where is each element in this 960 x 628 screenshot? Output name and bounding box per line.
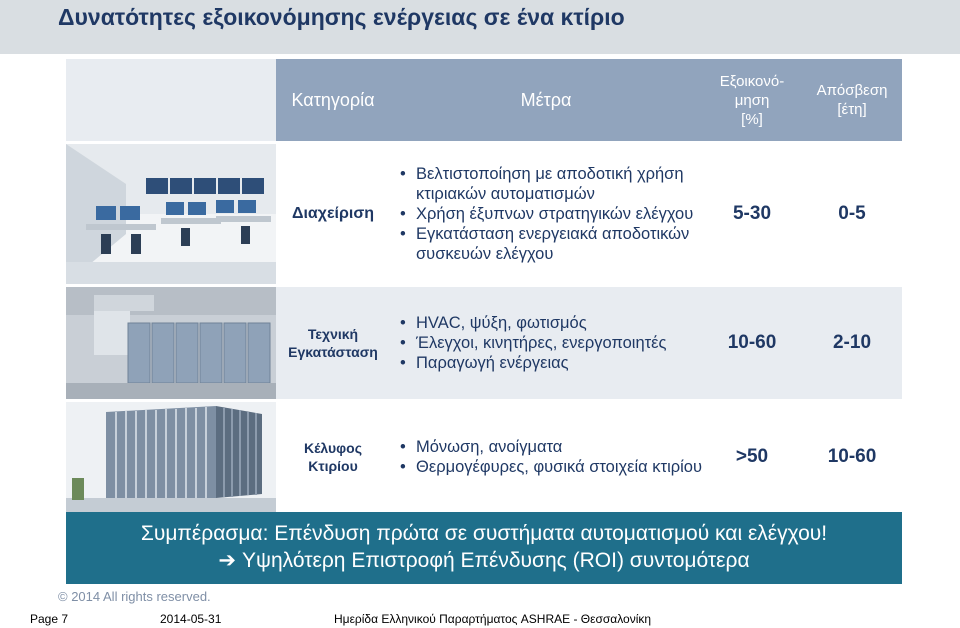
row-payback-technical: [802, 287, 902, 399]
copyright-notice: © 2014 All rights reserved.: [58, 589, 211, 604]
header-payback-line2: [έτη]: [837, 101, 867, 118]
control-room-image: [66, 144, 276, 284]
row-payback-management: [802, 144, 902, 284]
footer-date: 2014-05-31: [160, 612, 222, 626]
row-category-label: Διαχείριση: [291, 205, 375, 222]
arrow-right-icon: ➔: [218, 549, 236, 572]
measures-list: [394, 437, 702, 477]
header-payback-line1: Απόσβεση: [816, 82, 888, 99]
savings-value: 5-30: [732, 203, 772, 224]
row-category-label: Εγκατάσταση: [288, 344, 378, 360]
conclusion-roi: [66, 547, 902, 575]
slide-title: Δυνατότητες εξοικονόμησης ενέργειας σε ένα κτίριο: [58, 4, 625, 30]
conclusion-text: Συμπέρασμα: Επένδυση πρώτα σε συστήματα αυτοματισμού και ελέγχου!: [140, 522, 828, 545]
conclusion-banner: [66, 512, 902, 584]
payback-value: 0-5: [838, 203, 866, 224]
measure-item: • HVAC, ψύξη, φωτισμός: [416, 313, 666, 333]
header-image-spacer: [66, 59, 276, 141]
row-measures-management: [390, 144, 702, 284]
measure-item: • Εγκατάσταση ενεργειακά αποδοτικών συσκευών ελέγχου: [416, 224, 702, 264]
payback-value: 10-60: [827, 446, 877, 467]
measure-item: • Χρήση έξυπνων στρατηγικών ελέγχου: [416, 204, 702, 224]
header-measures-label: Μέτρα: [520, 89, 572, 110]
row-payback-envelope: [802, 402, 902, 512]
savings-table: [66, 59, 902, 514]
payback-value: 2-10: [832, 332, 872, 353]
row-category-envelope: [276, 402, 390, 512]
row-savings-envelope: [702, 402, 802, 512]
hvac-equipment-image: [66, 287, 276, 399]
header-measures: [390, 59, 702, 141]
savings-value: 10-60: [727, 332, 777, 353]
header-savings-line3: [%]: [741, 110, 763, 128]
building-envelope-image: [66, 402, 276, 512]
header-category-label: Κατηγορία: [291, 89, 375, 110]
page-number: Page 7: [30, 612, 69, 626]
measure-item: • Έλεγχοι, κινητήρες, ενεργοποιητές: [416, 333, 666, 353]
row-measures-technical: [390, 287, 702, 399]
header-savings-line1: Εξοικονό-: [719, 72, 785, 90]
measure-item: • Μόνωση, ανοίγματα: [416, 437, 702, 457]
row-category-label: Κτιρίου: [308, 458, 358, 474]
row-category-label: Τεχνική: [307, 326, 359, 342]
measure-item: • Βελτιστοποίηση με αποδοτική χρήση κτιριακών αυτοματισμών: [416, 164, 702, 204]
savings-value: >50: [735, 446, 769, 467]
measures-list: [394, 313, 666, 373]
header-savings: [702, 59, 802, 141]
row-category-management: [276, 144, 390, 284]
row-category-label: Κέλυφος: [304, 440, 362, 456]
footer-event: Ημερίδα Ελληνικού Παραρτήματος ASHRAE - Θεσσαλονίκη: [334, 612, 652, 626]
row-measures-envelope: [390, 402, 702, 512]
row-category-technical: [276, 287, 390, 399]
header-category: [276, 59, 390, 141]
row-savings-management: [702, 144, 802, 284]
row-savings-technical: [702, 287, 802, 399]
measures-list: [394, 164, 702, 264]
measure-item: • Παραγωγή ενέργειας: [416, 353, 666, 373]
measure-item: • Θερμογέφυρες, φυσικά στοιχεία κτιρίου: [416, 457, 702, 477]
conclusion-roi-text: Υψηλότερη Επιστροφή Επένδυσης (ROI) συντομότερα: [241, 549, 750, 572]
header-savings-line2: μηση: [734, 91, 770, 109]
header-payback: [802, 59, 902, 141]
